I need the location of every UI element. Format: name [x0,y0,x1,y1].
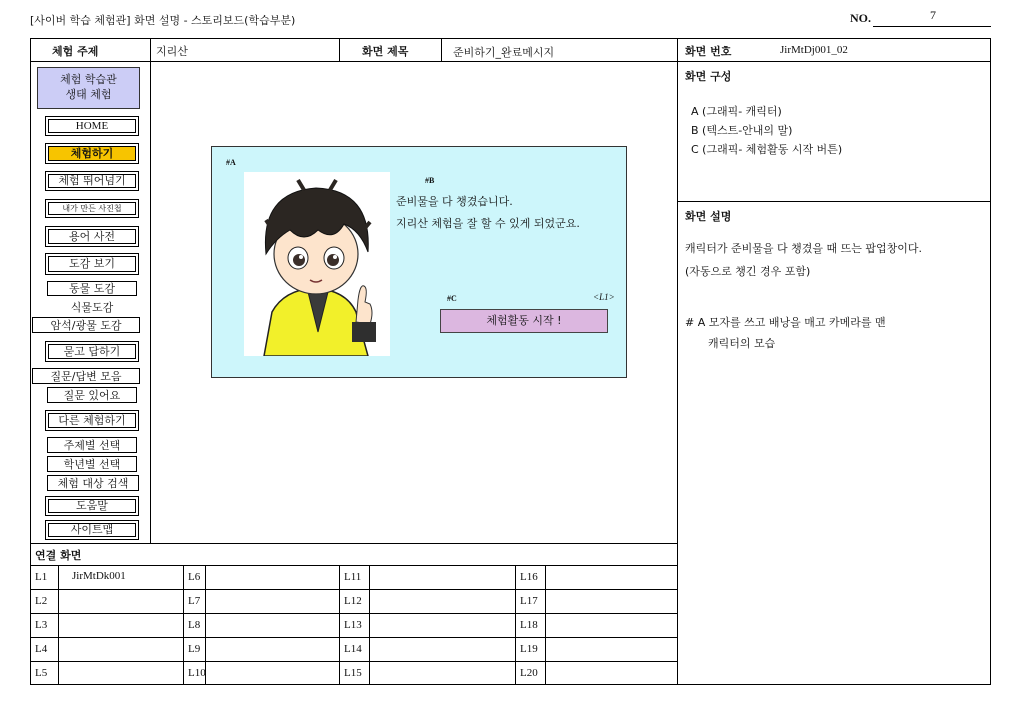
link-id: L4 [35,643,48,655]
menu-qna-button[interactable]: 묻고 답하기 [45,341,139,362]
link-id: L20 [520,667,538,679]
links-col-divider [183,565,184,685]
link-id: L5 [35,667,48,679]
links-row-divider [30,613,677,614]
link-id: L11 [344,571,362,583]
composition-item-a: A (그래픽- 캐릭터) [691,105,782,118]
description-title: 화면 설명 [685,210,732,223]
link-id: L14 [344,643,362,655]
page-number-label: NO. [850,11,871,25]
menu-animal-guide-link[interactable]: 동물 도감 [47,281,137,296]
link-id: L3 [35,619,48,631]
link-id: L9 [188,643,201,655]
menu-by-grade-link[interactable]: 학년별 선택 [47,456,137,472]
divider [677,38,678,685]
divider [30,565,677,566]
menu-home-button[interactable]: HOME [45,116,139,136]
subject-label: 체험 주제 [52,45,99,58]
link-target[interactable]: JirMtDk001 [72,570,126,582]
page-number-value: 7 [930,8,936,22]
links-row-divider [30,589,677,590]
page-number-underline [873,26,991,27]
link-id: L13 [344,619,362,631]
start-activity-button[interactable]: 체험활동 시작 ! [440,309,608,333]
document-title: [사이버 학습 체험관] 화면 설명 - 스토리보드(학습부분) [30,14,296,27]
link-id: L17 [520,595,538,607]
menu-by-topic-link[interactable]: 주제별 선택 [47,437,137,453]
menu-qna-collection-link[interactable]: 질문/답변 모음 [32,368,140,384]
link-id: L10 [188,667,206,679]
popup-message-line2: 지리산 체험을 잘 할 수 있게 되었군요. [396,217,580,230]
description-line4: 캐릭터의 모습 [708,337,776,350]
link-id: L2 [35,595,48,607]
subject-value: 지리산 [156,45,188,58]
menu-header-line2: 생태 체험 [65,88,112,101]
menu-header-box [37,67,140,109]
links-col-divider [58,565,59,685]
screen-title-label: 화면 제목 [362,45,409,58]
menu-experience-button[interactable]: 체험하기 [45,143,139,164]
menu-rock-mineral-guide-link[interactable]: 암석/광물 도감 [32,317,140,333]
divider [677,201,991,202]
popup-message-line1: 준비물을 다 챙겼습니다. [396,195,513,208]
link-id: L1 [35,571,48,583]
link-id: L16 [520,571,538,583]
menu-header-line1: 체험 학습관 [60,73,117,86]
links-col-divider [339,565,340,685]
menu-glossary-button[interactable]: 용어 사전 [45,226,139,247]
menu-sitemap-button[interactable]: 사이트맵 [45,520,139,540]
link-id: L7 [188,595,201,607]
menu-search-target-link[interactable]: 체험 대상 검색 [47,475,139,491]
link-id: L18 [520,619,538,631]
screen-title-value: 준비하기_완료메시지 [453,46,555,59]
links-title: 연결 화면 [35,549,82,562]
menu-help-button[interactable]: 도움말 [45,496,139,516]
divider [30,543,677,544]
divider [441,38,442,61]
links-row-divider [30,661,677,662]
composition-item-c: C (그래픽- 체험활동 시작 버튼) [691,143,843,156]
links-row-divider [30,637,677,638]
link-id: L15 [344,667,362,679]
screen-number-label: 화면 번호 [685,45,732,58]
composition-item-b: B (텍스트-안내의 말) [691,124,793,137]
tag-a: #A [226,158,236,167]
description-line1: 캐릭터가 준비물을 다 챙겼을 때 뜨는 팝업창이다. [685,242,922,255]
description-line2: (자동으로 챙긴 경우 포함) [685,265,811,278]
links-col-divider [369,565,370,685]
screen-number-value: JirMtDj001_02 [780,44,848,56]
link-id: L6 [188,571,201,583]
menu-skip-experience-button[interactable]: 체험 뛰어넘기 [45,171,139,191]
menu-other-experience-button[interactable]: 다른 체험하기 [45,410,139,431]
description-line3: # A 모자를 쓰고 배낭을 매고 카메라를 맨 [685,316,886,329]
link-id: L12 [344,595,362,607]
divider [339,38,340,61]
tag-b: #B [425,176,435,185]
character-image [244,172,390,356]
menu-field-guide-button[interactable]: 도감 보기 [45,253,139,275]
menu-my-album-button[interactable]: 내가 만든 사진첩 [45,199,139,218]
menu-plant-guide-link[interactable]: 식물도감 [70,301,114,314]
tag-l1: <L1> [593,292,615,302]
tag-c: #C [447,294,457,303]
divider [150,38,151,543]
link-id: L19 [520,643,538,655]
divider [30,61,991,62]
links-col-divider [545,565,546,685]
menu-ask-question-link[interactable]: 질문 있어요 [47,387,137,403]
link-id: L8 [188,619,201,631]
links-col-divider [515,565,516,685]
composition-title: 화면 구성 [685,70,732,83]
character-illustration [244,172,390,356]
